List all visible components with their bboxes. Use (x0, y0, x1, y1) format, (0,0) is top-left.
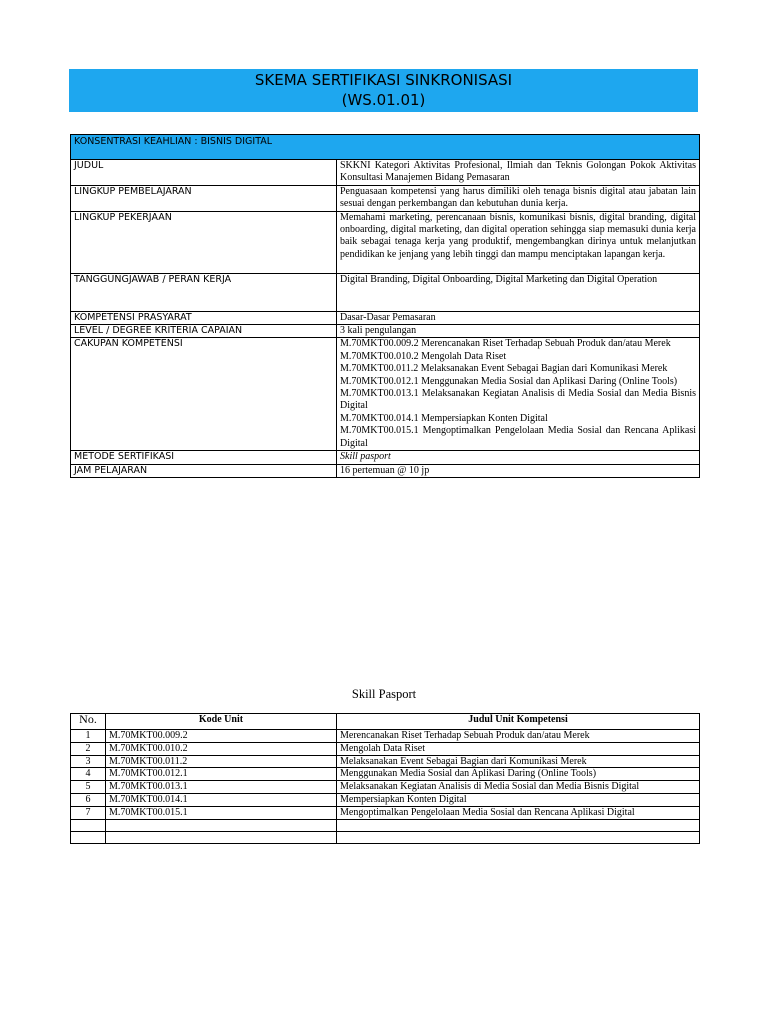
cell-no: 3 (71, 755, 106, 768)
col-header-judul: Judul Unit Kompetensi (337, 714, 700, 730)
empty-cell (106, 831, 337, 843)
row-label-judul: JUDUL (71, 160, 337, 186)
cell-kode: M.70MKT00.015.1 (106, 806, 337, 819)
empty-cell (337, 831, 700, 843)
cakupan-unit: M.70MKT00.012.1 Menggunakan Media Sosial dan Aplikasi Daring (Online Tools) (340, 375, 678, 387)
col-header-kode: Kode Unit (106, 714, 337, 730)
row-label-metode-sertifikasi: METODE SERTIFIKASI (71, 451, 337, 464)
document-title-banner (69, 69, 698, 112)
cell-no: 5 (71, 781, 106, 794)
table-row (71, 768, 700, 781)
cell-judul: Melaksanakan Kegiatan Analisis di Media Sosial dan Media Bisnis Digital (337, 781, 700, 794)
table-row (71, 730, 700, 743)
cell-kode: M.70MKT00.010.2 (106, 742, 337, 755)
document-code: (WS.01.01) (341, 91, 426, 109)
row-label-kompetensi-prasyarat: KOMPETENSI PRASYARAT (71, 311, 337, 324)
row-value-lingkup-pembelajaran: Penguasaan kompetensi yang harus dimiliki oleh tenaga bisnis digital atau jabatan lain sesuai dengan perkembangan dan kebutuhan dunia kerja. (337, 185, 700, 211)
row-label-cakupan-kompetensi: CAKUPAN KOMPETENSI (71, 338, 337, 451)
cell-kode: M.70MKT00.009.2 (106, 730, 337, 743)
col-header-no: No. (71, 714, 106, 730)
table-row (71, 755, 700, 768)
cakupan-unit: M.70MKT00.009.2 Merencanakan Riset Terhadap Sebuah Produk dan/atau Merek (340, 338, 671, 350)
cell-kode: M.70MKT00.012.1 (106, 768, 337, 781)
table-row (71, 742, 700, 755)
cell-judul: Menggunakan Media Sosial dan Aplikasi Daring (Online Tools) (337, 768, 700, 781)
row-value-lingkup-pekerjaan: Memahami marketing, perencanaan bisnis, komunikasi bisnis, digital branding, digital onboarding, digital marketing, dan digital operation sehingga siap memasuki dunia kerja baik sebagai tenaga kerja yang produktif, mengembangkan dirinya untuk melanjutkan pendidikan ke jenjang yang lebih tinggi dan mampu menciptakan lapangan kerja. (337, 211, 700, 273)
row-label-jam-pelajaran: JAM PELAJARAN (71, 464, 337, 477)
cell-kode: M.70MKT00.013.1 (106, 781, 337, 794)
empty-cell (106, 819, 337, 831)
empty-cell (71, 831, 106, 843)
cakupan-unit: M.70MKT00.011.2 Melaksanakan Event Sebagai Bagian dari Komunikasi Merek (340, 363, 668, 375)
empty-row (71, 831, 700, 843)
cell-judul: Mengolah Data Riset (337, 742, 700, 755)
cakupan-unit: M.70MKT00.013.1 Melaksanakan Kegiatan Analisis di Media Sosial dan Media Bisnis Digital (340, 388, 696, 412)
row-label-lingkup-pekerjaan: LINGKUP PEKERJAAN (71, 211, 337, 273)
row-value-level: 3 kali pengulangan (337, 325, 700, 338)
empty-cell (71, 819, 106, 831)
document-title: SKEMA SERTIFIKASI SINKRONISASI (254, 71, 513, 89)
row-value-judul: SKKNI Kategori Aktivitas Profesional, Ilmiah dan Teknis Golongan Pokok Aktivitas Konsultasi Manajemen Bidang Pemasaran (337, 160, 700, 186)
cell-judul: Melaksanakan Event Sebagai Bagian dari Komunikasi Merek (337, 755, 700, 768)
table-row (71, 781, 700, 794)
empty-row (71, 819, 700, 831)
skill-pasport-table (70, 713, 700, 844)
cell-judul: Mengoptimalkan Pengelolaan Media Sosial dan Rencana Aplikasi Digital (337, 806, 700, 819)
cell-no: 1 (71, 730, 106, 743)
cell-kode: M.70MKT00.011.2 (106, 755, 337, 768)
cell-kode: M.70MKT00.014.1 (106, 793, 337, 806)
table-row (71, 806, 700, 819)
cell-no: 7 (71, 806, 106, 819)
row-value-tanggungjawab: Digital Branding, Digital Onboarding, Digital Marketing dan Digital Operation (337, 273, 700, 311)
row-value-metode-sertifikasi: Skill pasport (337, 451, 700, 464)
row-value-cakupan-kompetensi (337, 338, 700, 451)
scheme-table (70, 134, 700, 478)
row-label-lingkup-pembelajaran: LINGKUP PEMBELAJARAN (71, 185, 337, 211)
row-value-kompetensi-prasyarat: Dasar-Dasar Pemasaran (337, 311, 700, 324)
cakupan-unit: M.70MKT00.014.1 Mempersiapkan Konten Digital (340, 412, 548, 424)
row-value-jam-pelajaran: 16 pertemuan @ 10 jp (337, 464, 700, 477)
row-label-tanggungjawab: TANGGUNGJAWAB / PERAN KERJA (71, 273, 337, 311)
cell-judul: Mempersiapkan Konten Digital (337, 793, 700, 806)
cell-no: 6 (71, 793, 106, 806)
cell-judul: Merencanakan Riset Terhadap Sebuah Produk dan/atau Merek (337, 730, 700, 743)
table-row (71, 793, 700, 806)
konsentrasi-header: KONSENTRASI KEAHLIAN : BISNIS DIGITAL (71, 135, 700, 160)
skill-pasport-title: Skill Pasport (351, 687, 417, 701)
cakupan-unit: M.70MKT00.015.1 Mengoptimalkan Pengelolaan Media Sosial dan Rencana Aplikasi Digital (340, 425, 696, 449)
cakupan-unit: M.70MKT00.010.2 Mengolah Data Riset (340, 350, 507, 362)
empty-cell (337, 819, 700, 831)
cell-no: 2 (71, 742, 106, 755)
cell-no: 4 (71, 768, 106, 781)
row-label-level: LEVEL / DEGREE KRITERIA CAPAIAN (71, 325, 337, 338)
